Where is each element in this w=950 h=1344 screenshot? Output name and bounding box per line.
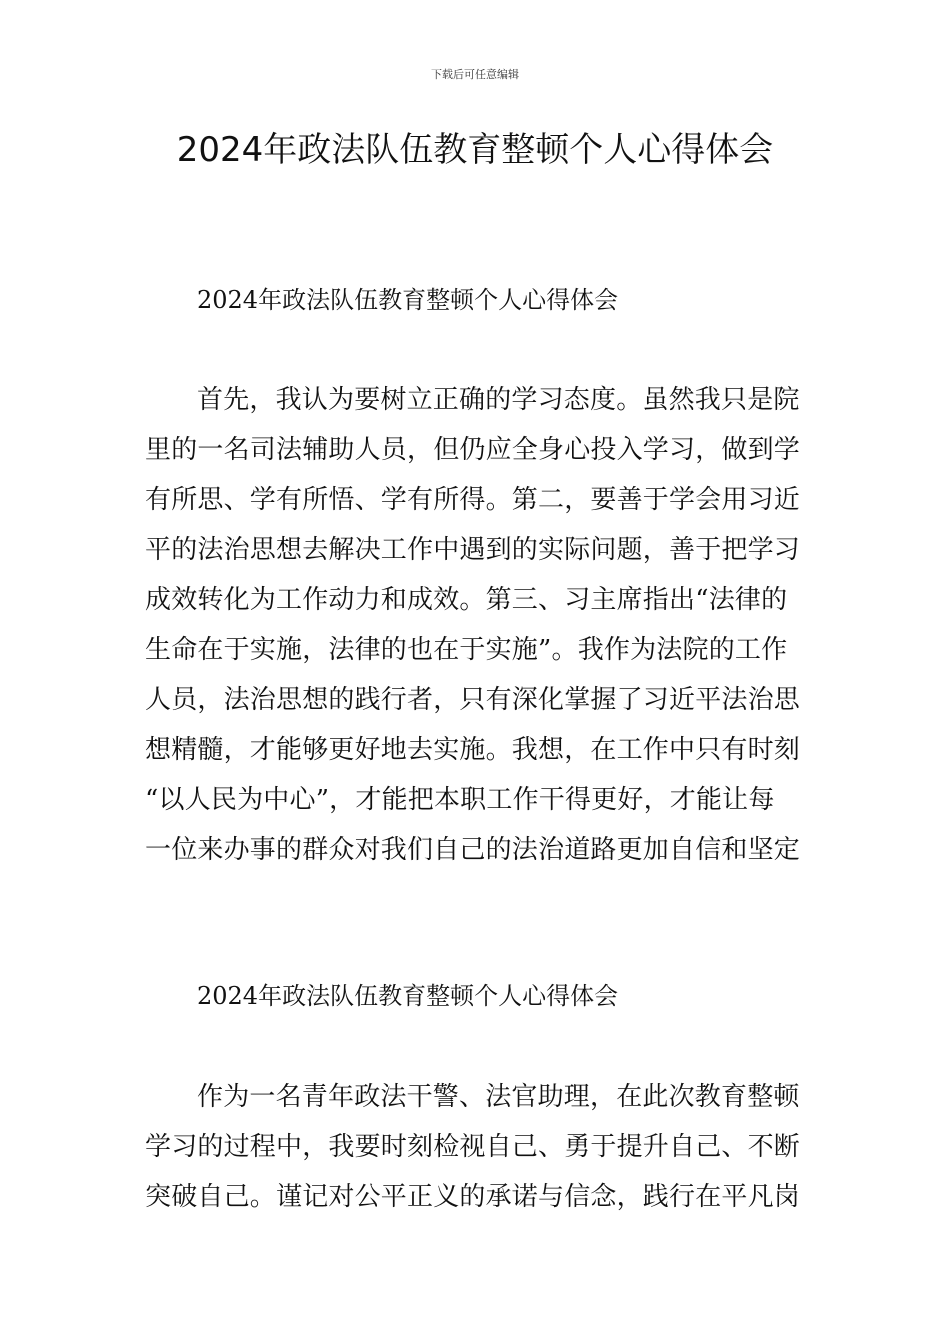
page-header-note: 下载后可任意编辑: [431, 68, 519, 81]
paragraph-line: 突破自己。谨记对公平正义的承诺与信念，践行在平凡岗: [145, 1182, 801, 1212]
paragraph-line: 想精髓，才能够更好地去实施。我想，在工作中只有时刻: [145, 735, 801, 765]
paragraph-line: 作为一名青年政法干警、法官助理，在此次教育整顿: [197, 1082, 800, 1112]
paragraph-line: 首先，我认为要树立正确的学习态度。虽然我只是院: [197, 385, 800, 415]
paragraph-line: 生命在于实施，法律的也在于实施”。我作为法院的工作: [145, 635, 788, 665]
paragraph-line: 一位来办事的群众对我们自己的法治道路更加自信和坚定: [145, 835, 801, 865]
paragraph-line: 里的一名司法辅助人员，但仍应全身心投入学习，做到学: [145, 435, 801, 465]
section-heading: 2024年政法队伍教育整顿个人心得体会: [197, 286, 619, 314]
paragraph-line: 有所思、学有所悟、学有所得。第二，要善于学会用习近: [145, 485, 801, 515]
document-title: 2024年政法队伍教育整顿个人心得体会: [176, 130, 774, 170]
paragraph-line: “以人民为中心”，才能把本职工作干得更好，才能让每: [145, 785, 775, 815]
paragraph-line: 人员，法治思想的践行者，只有深化掌握了习近平法治思: [145, 685, 801, 715]
section-heading: 2024年政法队伍教育整顿个人心得体会: [197, 982, 619, 1010]
paragraph-line: 学习的过程中，我要时刻检视自己、勇于提升自己、不断: [145, 1132, 801, 1162]
paragraph-line: 成效转化为工作动力和成效。第三、习主席指出“法律的: [145, 585, 788, 615]
paragraph-line: 平的法治思想去解决工作中遇到的实际问题，善于把学习: [145, 535, 801, 565]
